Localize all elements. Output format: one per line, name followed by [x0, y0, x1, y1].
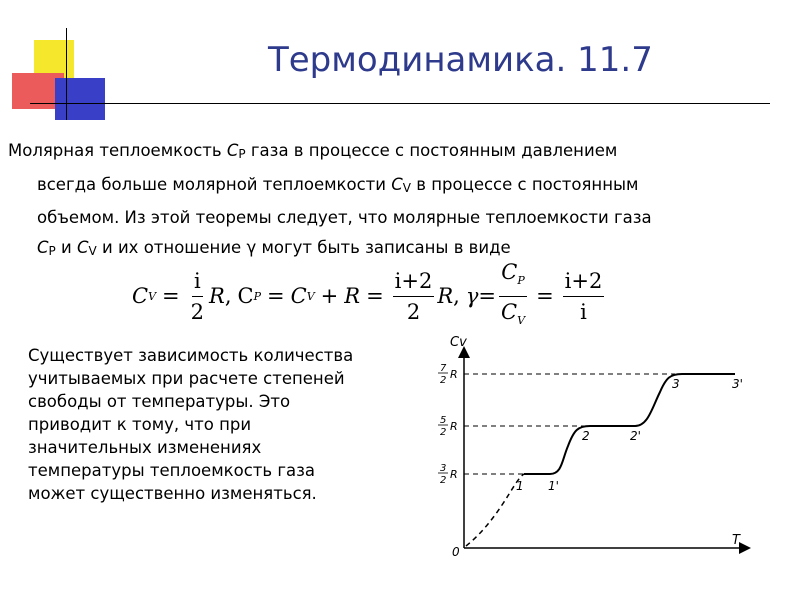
cv-symbol: C — [391, 174, 403, 194]
para-line-4 — [8, 233, 788, 267]
para-line-2 — [8, 170, 788, 204]
para-text: всегда больше молярной теплоемкости — [37, 174, 392, 194]
f-eq: = — [162, 284, 180, 308]
para-text: и их отношение γ могут быть записаны в виде — [96, 237, 511, 257]
slide-title: Термодинамика. 11.7 — [268, 40, 653, 80]
note-line: может существенно изменяться. — [28, 484, 317, 503]
para-text: и — [55, 237, 77, 257]
f-r: R — [209, 284, 225, 308]
f-cv: C — [132, 284, 149, 308]
curve-solid — [524, 374, 735, 474]
y-tick-5-2 — [438, 415, 458, 438]
svg-text:7: 7 — [440, 363, 447, 374]
origin-label: 0 — [452, 545, 460, 559]
y-tick-7-2 — [438, 363, 458, 386]
f-gamma: γ — [465, 284, 479, 308]
f-cp: C — [237, 284, 254, 308]
deco-vertical-line — [66, 28, 67, 120]
f-frac-i2-i: $\frac{i+2}{i}$ — [564, 268, 603, 324]
note-line: приводит к тому, что при — [28, 415, 252, 434]
note-line: температуры теплоемкость газа — [28, 461, 316, 480]
note-line: свободы от температуры. Это — [28, 392, 291, 411]
cp-symbol: C — [37, 237, 49, 257]
f-frac-i2-2: $\frac{i+2}{2}$ — [394, 268, 433, 324]
p-subscript: P — [48, 243, 56, 258]
cp-symbol: C — [226, 141, 239, 160]
svg-text:2: 2 — [440, 375, 447, 386]
point-label-3p: 3' — [732, 377, 743, 391]
f-sub-v: V — [148, 289, 157, 303]
point-label-2: 2 — [582, 429, 590, 443]
note-line: Существует зависимость количества — [28, 346, 354, 365]
main-paragraph — [8, 136, 788, 266]
para-line-1 — [8, 136, 788, 170]
svg-text:R: R — [450, 368, 458, 381]
v-subscript: V — [88, 243, 97, 258]
deco-blue-block — [55, 78, 105, 120]
cv-symbol: C — [77, 237, 89, 257]
svg-text:R: R — [450, 468, 458, 481]
f-sub-p: P — [253, 289, 261, 303]
heat-capacity-formula: C V = $\frac{i}{2}$ R , C P = C V + R = $\frac{i+2}{2}$ R , γ = $\frac{C_P}{C_V}$ = $\frac{i+2}{i}$ — [132, 262, 607, 330]
note-line: учитываемых при расчете степеней — [28, 369, 345, 388]
svg-text:3: 3 — [440, 463, 447, 474]
para-text: в процессе с постоянным — [411, 174, 639, 194]
note-line: значительных изменениях — [28, 438, 262, 457]
point-label-3: 3 — [672, 377, 680, 391]
para-text: Молярная теплоемкость — [8, 141, 227, 160]
x-axis-label: T — [732, 533, 740, 548]
para-line-3: объемом. Из этой теоремы следует, что молярные теплоемкости газа — [37, 208, 652, 227]
para-text: газа в процессе с постоянным давлением — [245, 141, 618, 160]
p-subscript: P — [238, 147, 246, 161]
point-label-1p: 1' — [548, 479, 559, 493]
point-label-1: 1 — [516, 479, 524, 493]
y-tick-3-2 — [438, 463, 458, 486]
f-frac-i-2: $\frac{i}{2}$ — [190, 268, 205, 324]
v-subscript: V — [402, 180, 412, 195]
svg-text:5: 5 — [440, 415, 447, 426]
svg-text:2: 2 — [440, 475, 447, 486]
y-axis-label: Cv — [450, 335, 467, 350]
title-divider — [30, 103, 770, 104]
note-text — [28, 344, 418, 505]
f-frac-cp-cv: $\frac{C_P}{C_V}$ — [501, 259, 526, 327]
svg-text:R: R — [450, 420, 458, 433]
point-label-2p: 2' — [630, 429, 641, 443]
cv-temperature-graph — [420, 330, 760, 570]
svg-text:2: 2 — [440, 427, 447, 438]
